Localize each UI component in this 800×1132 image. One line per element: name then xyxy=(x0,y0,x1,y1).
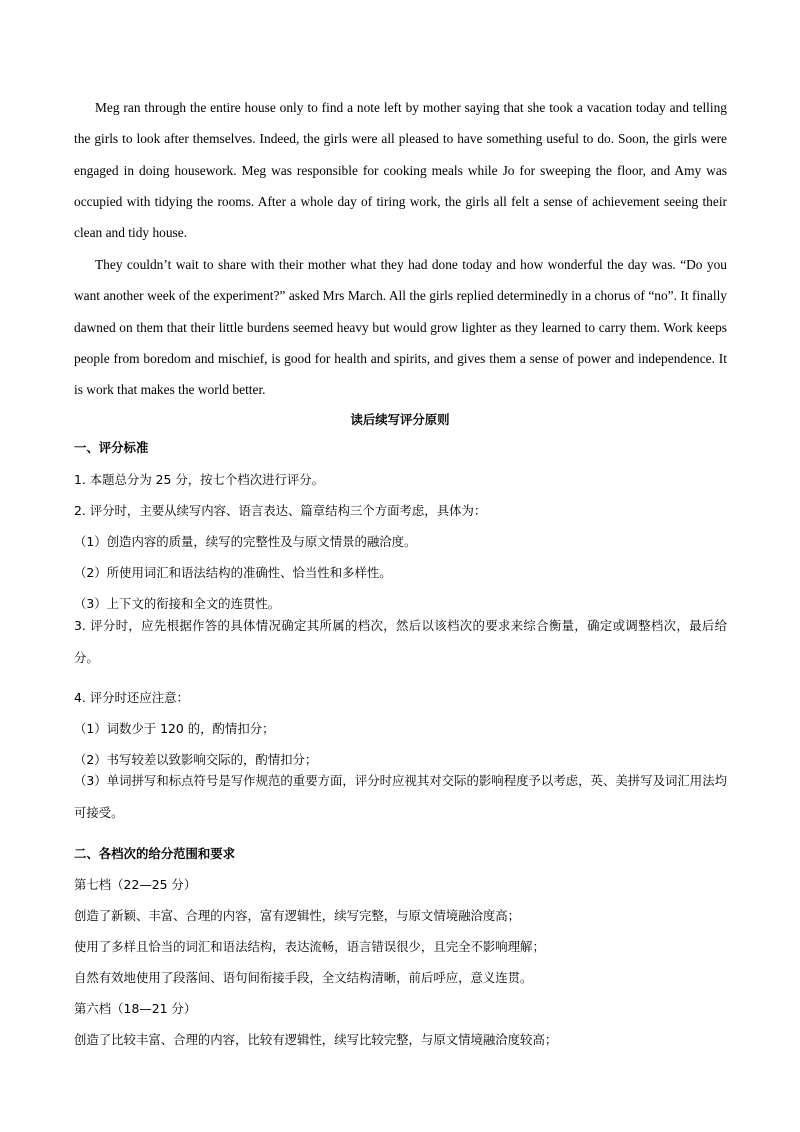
level7-line-3: 自然有效地使用了段落间、语句间衔接手段，全文结构清晰，前后呼应，意义连贯。 xyxy=(74,970,533,985)
level6-heading: 第六档（18—21 分） xyxy=(74,1001,197,1016)
s1-item-2-sub-2: （2）所使用词汇和语法结构的准确性、恰当性和多样性。 xyxy=(74,565,392,580)
s1-item-4-sub-2: （2）书写较差以致影响交际的，酌情扣分； xyxy=(74,752,318,767)
level7-line-2: 使用了多样且恰当的词汇和语法结构，表达流畅，语言错误很少，且完全不影响理解； xyxy=(74,939,545,954)
s1-item-2-sub-3: （3）上下文的衔接和全文的连贯性。 xyxy=(74,596,281,611)
s1-item-1: 1. 本题总分为 25 分，按七个档次进行评分。 xyxy=(74,472,325,487)
s1-item-4: 4. 评分时还应注意： xyxy=(74,690,189,705)
s1-item-2-sub-1: （1）创造内容的质量，续写的完整性及与原文情景的融洽度。 xyxy=(74,534,417,549)
passage-paragraph-2: They couldn’t wait to share with their mother what they had done today and how wonderful the day was. “Do you want another week of the experiment?” asked Mrs March. All the girls replied determinedly in a chorus of “no”. It finally dawned on them that their little burdens seemed heavy but would grow lighter as they learned to carry them. Work keeps people from boredom and mischief, is good for health and spirits, and gives them a sense of power and independence. It is work that makes the world better. xyxy=(74,257,727,398)
s1-item-2: 2. 评分时，主要从续写内容、语言表达、篇章结构三个方面考虑，具体为： xyxy=(74,503,487,518)
passage-paragraph-1: Meg ran through the entire house only to find a note left by mother saying that she took a vacation today and telling the girls to look after themselves. Indeed, the girls were all pleased to have something useful to do. Soon, the girls were engaged in doing housework. Meg was responsible for cooking meals while Jo for sweeping the floor, and Amy was occupied with tidying the rooms. After a whole day of tiring work, the girls all felt a sense of achievement seeing their clean and tidy house. xyxy=(74,100,727,241)
level7-line-1: 创造了新颖、丰富、合理的内容，富有逻辑性，续写完整，与原文情境融洽度高； xyxy=(74,908,521,923)
section1-heading: 一、评分标准 xyxy=(74,440,149,455)
rubric-title: 读后续写评分原则 xyxy=(350,412,450,427)
level6-line-1: 创造了比较丰富、合理的内容，比较有逻辑性，续写比较完整，与原文情境融洽度较高； xyxy=(74,1032,558,1047)
s1-item-4-sub-1: （1）词数少于 120 的，酌情扣分； xyxy=(74,721,275,736)
level7-heading: 第七档（22—25 分） xyxy=(74,877,197,892)
s1-item-3: 3. 评分时，应先根据作答的具体情况确定其所属的档次，然后以该档次的要求来综合衡量，确定或调整档次，最后给分。 xyxy=(74,618,727,665)
s1-item-4-sub-3: （3）单词拼写和标点符号是写作规范的重要方面，评分时应视其对交际的影响程度予以考虑，英、美拼写及词汇用法均可接受。 xyxy=(74,773,727,820)
section2-heading: 二、各档次的给分范围和要求 xyxy=(74,846,236,861)
